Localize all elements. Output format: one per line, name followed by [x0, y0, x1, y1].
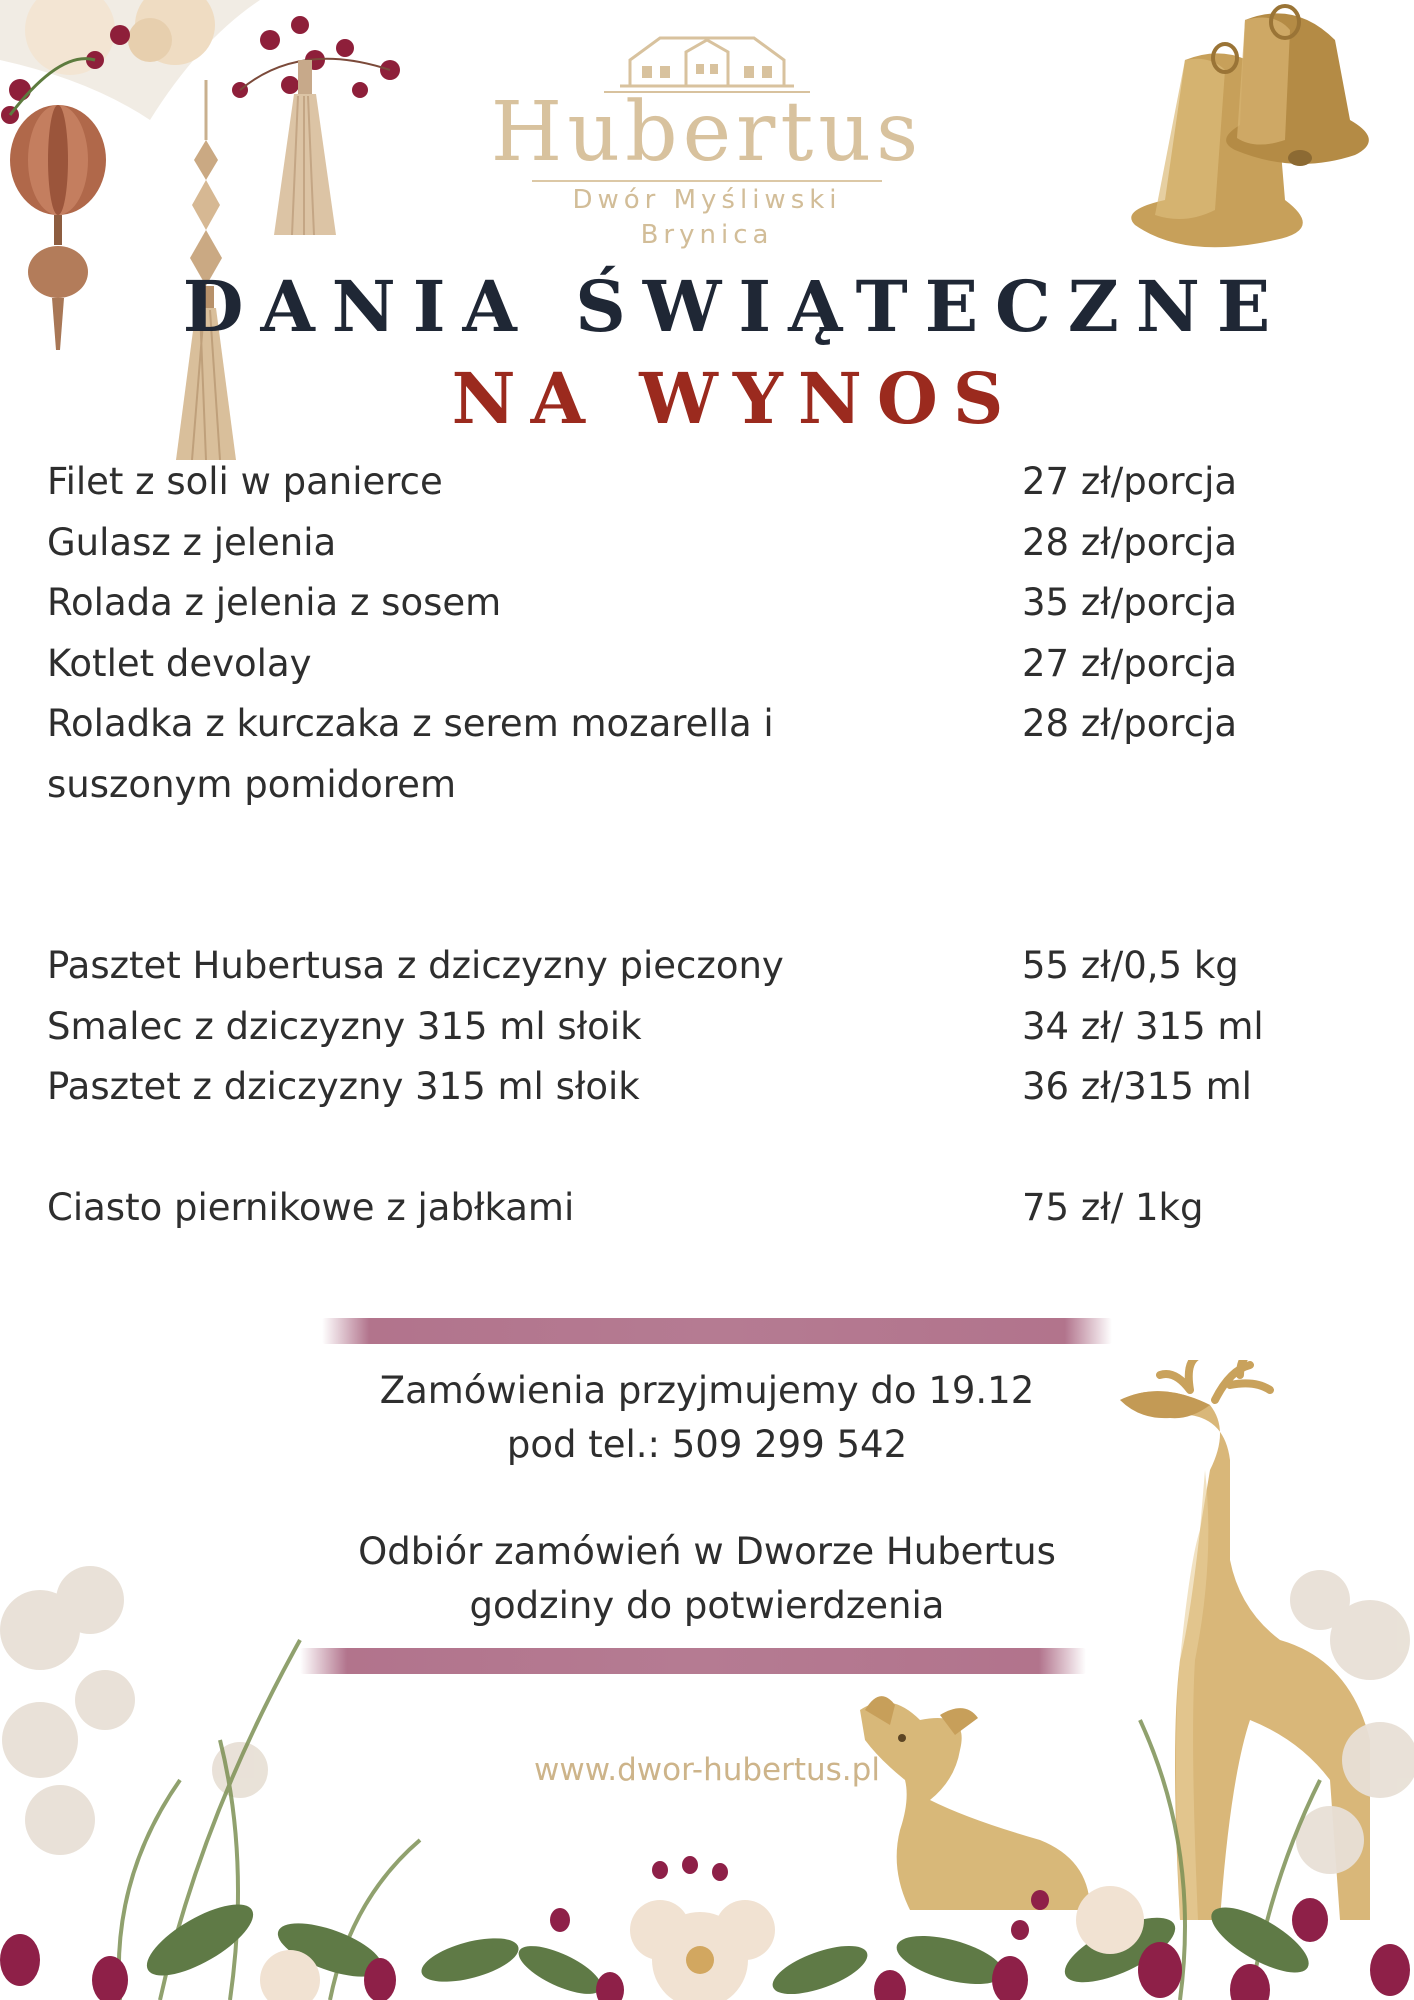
menu-item-name: Rolada z jelenia z sosem — [47, 581, 502, 624]
menu-item-price: 28 zł/porcja — [1022, 702, 1238, 745]
website-link[interactable]: www.dwor-hubertus.pl — [534, 1752, 880, 1788]
logo-divider — [532, 180, 882, 182]
menu-item-price: 27 zł/porcja — [1022, 460, 1238, 503]
menu-item-name: Roladka z kurczaka z serem mozarella i — [47, 702, 774, 745]
page-title: DANIA ŚWIĄTECZNE — [182, 265, 1288, 348]
menu-item-price: 75 zł/ 1kg — [1022, 1186, 1204, 1229]
logo-name: Hubertus — [490, 85, 924, 180]
logo-subtitle: Dwór Myśliwski — [572, 185, 842, 215]
menu-item-name: Kotlet devolay — [47, 642, 312, 685]
menu-item-price: 36 zł/315 ml — [1022, 1065, 1252, 1108]
menu-item-name-continued: suszonym pomidorem — [47, 763, 456, 806]
menu-item-name: Pasztet z dziczyzny 315 ml słoik — [47, 1065, 640, 1108]
menu-item-name: Smalec z dziczyzny 315 ml słoik — [47, 1005, 642, 1048]
menu-item-name: Filet z soli w panierce — [47, 460, 443, 503]
pickup-location: Odbiór zamówień w Dworze Hubertus — [358, 1530, 1056, 1573]
menu-item-price: 28 zł/porcja — [1022, 521, 1238, 564]
logo-city: Brynica — [640, 220, 774, 250]
menu-item-name: Pasztet Hubertusa z dziczyzny pieczony — [47, 944, 784, 987]
menu-item-name: Gulasz z jelenia — [47, 521, 337, 564]
pickup-hours: godziny do potwierdzenia — [469, 1584, 945, 1627]
menu-item-price: 27 zł/porcja — [1022, 642, 1238, 685]
menu-item-price: 35 zł/porcja — [1022, 581, 1238, 624]
glitter-divider-top — [322, 1318, 1112, 1344]
menu-item-name: Ciasto piernikowe z jabłkami — [47, 1186, 575, 1229]
page-subtitle: NA WYNOS — [451, 357, 1019, 440]
menu-item-price: 55 zł/0,5 kg — [1022, 944, 1239, 987]
order-deadline: Zamówienia przyjmujemy do 19.12 — [379, 1369, 1035, 1412]
order-phone: pod tel.: 509 299 542 — [506, 1423, 908, 1466]
menu-item-price: 34 zł/ 315 ml — [1022, 1005, 1264, 1048]
